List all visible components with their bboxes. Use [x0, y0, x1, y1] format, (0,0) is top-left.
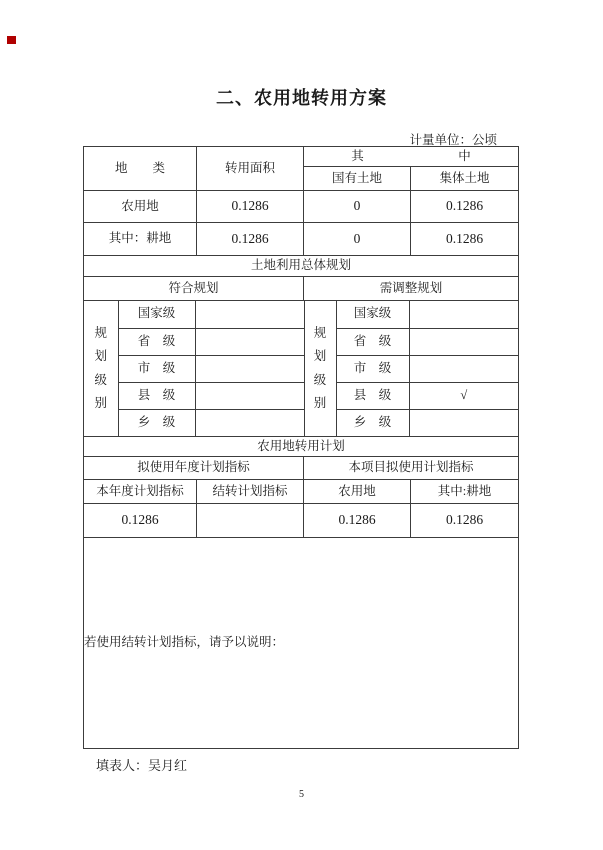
adjust-value [409, 355, 518, 382]
table-row [84, 191, 519, 223]
adjust-value [409, 301, 518, 328]
adjust-value-checkmark: √ [409, 382, 518, 409]
adjust-planning-grid [304, 301, 519, 436]
row-state: 0 [304, 223, 411, 256]
project-plan-header: 本项目拟使用计划指标 [304, 457, 519, 480]
plan-value-current: 0.1286 [84, 504, 197, 538]
level-label: 县 级 [118, 382, 195, 409]
measurement-unit-note: 计量单位：公顷 [409, 133, 497, 147]
table-row [84, 223, 519, 256]
conform-value [195, 328, 304, 355]
header-conversion-area: 转用面积 [197, 147, 304, 191]
level-label: 乡 级 [118, 409, 195, 436]
level-label: 省 级 [118, 328, 195, 355]
plan-value-cultivated: 0.1286 [411, 504, 519, 538]
level-label: 省 级 [336, 328, 409, 355]
header-among-part1: 其 [351, 148, 364, 163]
level-label: 县 级 [336, 382, 409, 409]
level-label: 国家级 [336, 301, 409, 328]
row-state: 0 [304, 191, 411, 223]
conform-plan-header: 符合规划 [84, 277, 304, 301]
row-collective: 0.1286 [411, 191, 519, 223]
level-label: 市 级 [118, 355, 195, 382]
plan-value-agricultural: 0.1286 [304, 504, 411, 538]
header-collective-land: 集体土地 [411, 167, 519, 191]
header-state-land: 国有土地 [304, 167, 411, 191]
conform-value [195, 355, 304, 382]
header-land-type: 地 类 [84, 147, 197, 191]
conform-value [195, 382, 304, 409]
planning-level-label: 规划级别 [84, 301, 118, 436]
subheader-cultivated-land: 其中:耕地 [411, 480, 519, 504]
conversion-plan-title: 农用地转用计划 [84, 437, 519, 457]
subheader-agricultural-land: 农用地 [304, 480, 411, 504]
subheader-current-year: 本年度计划指标 [84, 480, 197, 504]
row-collective: 0.1286 [411, 223, 519, 256]
level-label: 乡 级 [336, 409, 409, 436]
conform-planning-grid [84, 301, 304, 436]
carryover-note-cell: 若使用结转计划指标，请予以说明： [84, 538, 519, 749]
level-label: 国家级 [118, 301, 195, 328]
page-number: 5 [299, 789, 304, 800]
row-label: 其中：耕地 [84, 223, 197, 256]
planning-grid-cell [84, 301, 519, 437]
conform-value [195, 409, 304, 436]
row-area: 0.1286 [197, 223, 304, 256]
row-label: 农用地 [84, 191, 197, 223]
overall-plan-title: 土地利用总体规划 [84, 256, 519, 277]
plan-value-carryover [197, 504, 304, 538]
page-title: 二、农用地转用方案 [216, 88, 387, 108]
adjust-value [409, 328, 518, 355]
subheader-carryover: 结转计划指标 [197, 480, 304, 504]
land-conversion-table [83, 146, 519, 749]
header-among [304, 147, 519, 167]
level-label: 市 级 [336, 355, 409, 382]
conform-value [195, 301, 304, 328]
row-area: 0.1286 [197, 191, 304, 223]
annual-plan-header: 拟使用年度计划指标 [84, 457, 304, 480]
adjust-plan-header: 需调整规划 [304, 277, 519, 301]
adjust-value [409, 409, 518, 436]
red-marker [7, 36, 16, 44]
header-among-part2: 中 [458, 148, 471, 163]
form-filler-name: 填表人：吴月红 [96, 758, 188, 773]
planning-level-label: 规划级别 [304, 301, 336, 436]
